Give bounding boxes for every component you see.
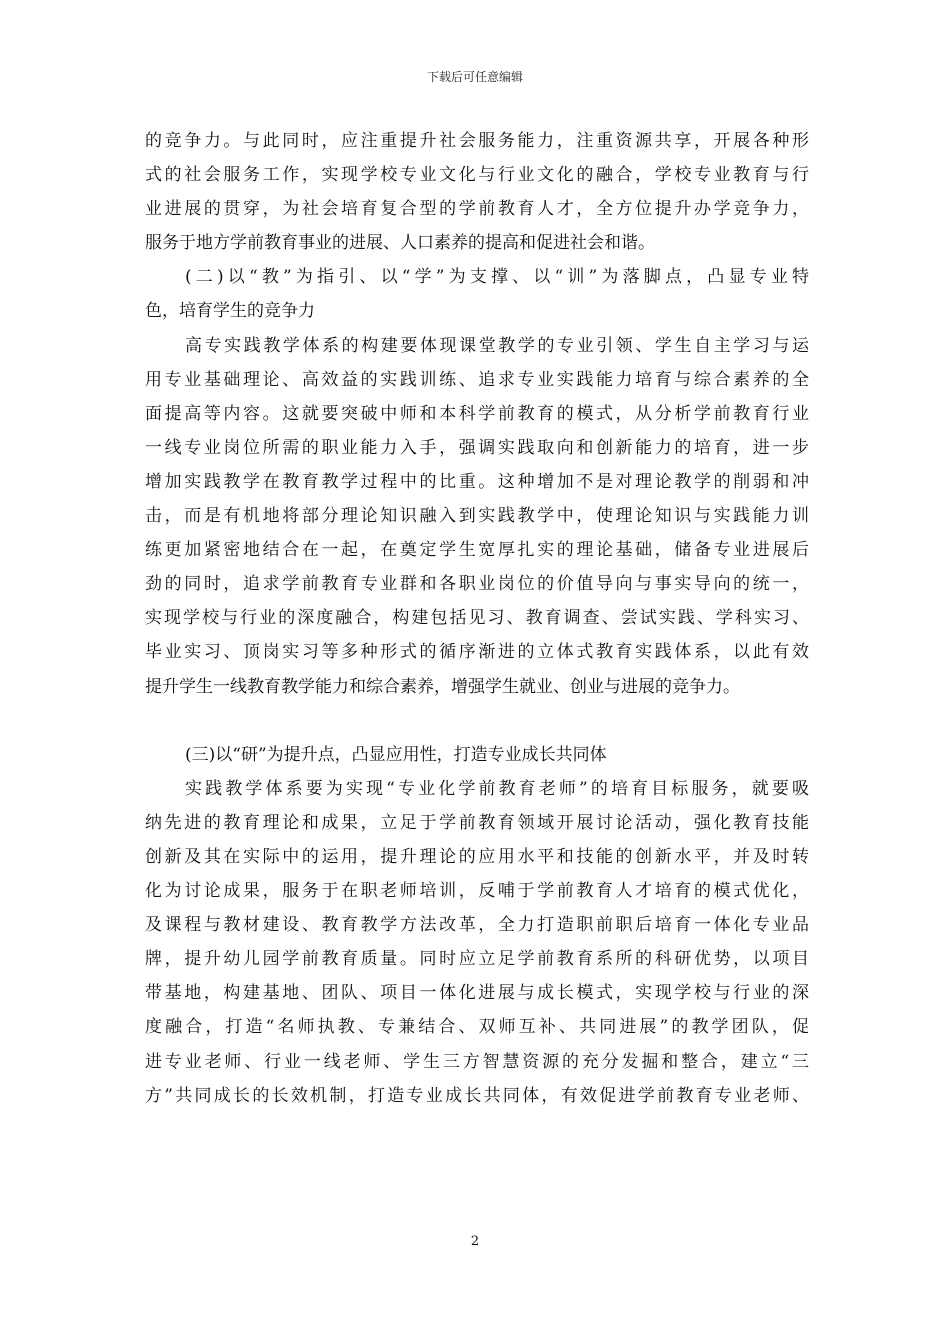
text-line: 击，而是有机地将部分理论知识融入到实践教学中，使理论知识与实践能力训 — [145, 506, 809, 527]
text-line: 纳先进的教育理论和成果，立足于学前教育领域开展讨论活动，强化教育技能 — [145, 812, 809, 833]
text-line: 一线专业岗位所需的职业能力入手，强调实践取向和创新能力的培育，进一步 — [145, 437, 809, 458]
text-line: 实践教学体系要为实现“专业化学前教育老师”的培育目标服务，就要吸 — [185, 778, 809, 799]
page-header: 下载后可任意编辑 — [426, 70, 523, 84]
text-line: 牌，提升幼儿园学前教育质量。同时应立足学前教育系所的科研优势，以项目 — [145, 949, 809, 970]
text-line: 提升学生一线教育教学能力和综合素养，增强学生就业、创业与进展的竞争力。 — [145, 676, 740, 697]
text-line: 方”共同成长的长效机制，打造专业成长共同体，有效促进学前教育专业老师、 — [145, 1085, 809, 1106]
text-line: 的竞争力。与此同时，应注重提升社会服务能力，注重资源共享，开展各种形 — [145, 131, 809, 151]
text-line: 服务于地方学前教育事业的进展、人口素养的提高和促进社会和谐。 — [145, 233, 655, 254]
text-line: 高专实践教学体系的构建要体现课堂教学的专业引领、学生自主学习与运 — [185, 335, 809, 356]
text-line: 创新及其在实际中的运用，提升理论的应用水平和技能的创新水平，并及时转 — [145, 846, 809, 867]
text-line: 劲的同时，追求学前教育专业群和各职业岗位的价值导向与事实导向的统一， — [145, 574, 809, 595]
text-line: (二)以“教”为指引、以“学”为支撑、以“训”为落脚点，凸显专业特 — [185, 267, 809, 288]
text-line: 带基地，构建基地、团队、项目一体化进展与成长模式，实现学校与行业的深 — [145, 983, 809, 1004]
text-line: 业进展的贯穿，为社会培育复合型的学前教育人才，全方位提升办学竞争力， — [145, 199, 809, 220]
text-line: 进专业老师、行业一线老师、学生三方智慧资源的充分发掘和整合，建立“三 — [145, 1051, 809, 1072]
text-line: 度融合，打造“名师执教、专兼结合、双师互补、共同进展”的教学团队，促 — [145, 1017, 809, 1038]
text-line: 色，培育学生的竞争力 — [145, 301, 315, 322]
text-line: 练更加紧密地结合在一起，在奠定学生宽厚扎实的理论基础，储备专业进展后 — [145, 540, 809, 561]
page-number: 2 — [470, 1234, 480, 1249]
text-line: 毕业实习、顶岗实习等多种形式的循序渐进的立体式教育实践体系，以此有效 — [145, 642, 809, 663]
text-line: 化为讨论成果，服务于在职老师培训，反哺于学前教育人才培育的模式优化， — [145, 881, 809, 902]
text-line: 面提高等内容。这就要突破中师和本科学前教育的模式，从分析学前教育行业 — [145, 403, 809, 424]
text-line: (三)以“研”为提升点，凸显应用性，打造专业成长共同体 — [185, 744, 607, 765]
text-line: 用专业基础理论、高效益的实践训练、追求专业实践能力培育与综合素养的全 — [145, 369, 809, 390]
text-line: 及课程与教材建设、教育教学方法改革，全力打造职前职后培育一体化专业品 — [145, 915, 809, 936]
paragraph-gap — [145, 704, 809, 738]
text-line: 增加实践教学在教育教学过程中的比重。这种增加不是对理论教学的削弱和冲 — [145, 471, 809, 492]
text-line: 式的社会服务工作，实现学校专业文化与行业文化的融合，学校专业教育与行 — [145, 165, 809, 186]
body-text — [145, 124, 809, 1113]
text-line: 实现学校与行业的深度融合，构建包括见习、教育调查、尝试实践、学科实习、 — [145, 608, 809, 629]
